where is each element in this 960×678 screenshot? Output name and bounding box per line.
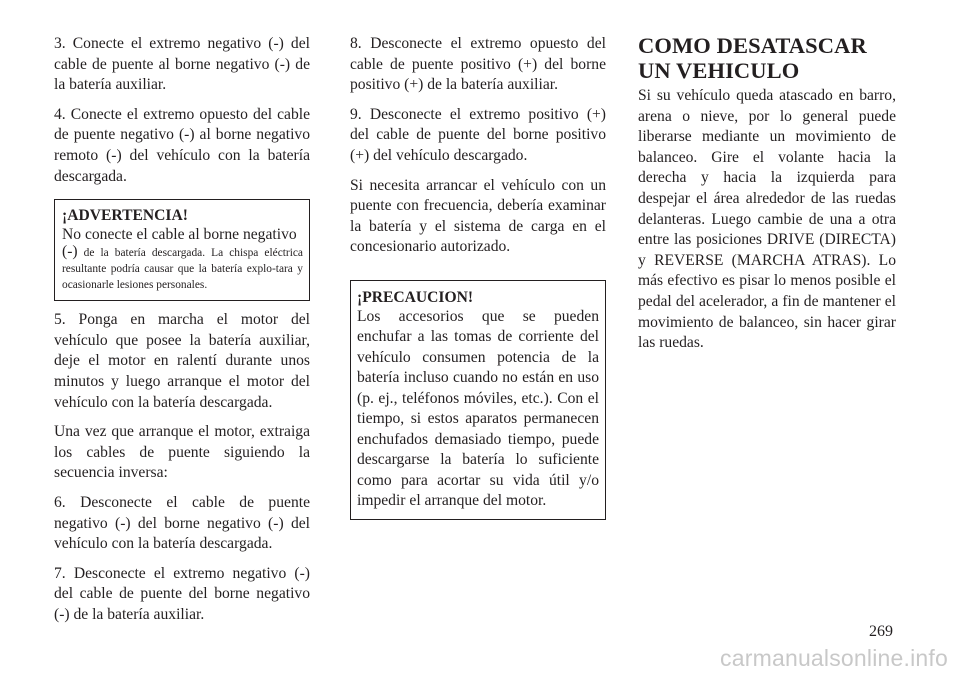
caution-title: ¡PRECAUCION! <box>357 288 474 306</box>
reverse-sequence-text: Una vez que arranque el motor, extraiga los cables de puente siguiendo la secuencia inversa: <box>54 423 310 482</box>
step-9-text: 9. Desconecte el extremo positivo (+) del cable de puente del borne positivo (+) del vehículo descargado. <box>350 105 606 164</box>
section-heading: COMO DESATASCAR UN VEHICULO <box>638 33 867 83</box>
column-middle <box>350 34 606 529</box>
column-right <box>638 34 896 363</box>
frequent-jump-text: Si necesita arrancar el vehículo con un puente con frecuencia, debería examinar la batería y el sistema de carga en el concesionario autorizado. <box>350 176 606 256</box>
section-body-text: Si su vehículo queda atascado en barro, arena o nieve, por lo general puede liberarse mediante un movimiento de balanceo. Gire el volante hacia la derecha y hacia la izquierda para despejar el área alrededor de las ruedas delanteras. Luego cambie de una a otra entre las posiciones DRIVE (DIRECTA) y REVERSE (MARCHA ATRAS). Lo más efectivo es pisar lo menos posible el pedal del acelerador, a fin de mantener el movimiento de balanceo, sin hacer girar las ruedas. <box>638 87 896 352</box>
watermark-text: carmanualsonline.info <box>720 645 948 671</box>
warning-title: ¡ADVERTENCIA! <box>62 207 188 225</box>
step-3-text: 3. Conecte el extremo negativo (-) del cable de puente al borne negativo (-) de la batería auxiliar. <box>54 35 310 94</box>
step-5-text: 5. Ponga en marcha el motor del vehículo que posee la batería auxiliar, deje el motor en ralentí durante unos minutos y luego arranque el motor del vehículo con la batería descargada. <box>54 311 310 411</box>
warning-lead-text: No conecte el cable al borne negativo <box>62 226 297 244</box>
warning-body-text <box>62 244 303 293</box>
page-number: 269 <box>869 623 893 640</box>
step-8-text: 8. Desconecte el extremo opuesto del cable de puente positivo (+) del borne positivo (+) de la batería auxiliar. <box>350 35 606 94</box>
step-7-text: 7. Desconecte el extremo negativo (-) del cable de puente del borne negativo (-) de la batería auxiliar. <box>54 564 310 623</box>
caution-box <box>350 280 606 520</box>
warning-rest-text: de la batería descargada. La chispa eléctrica resultante podría causar que la batería explo-tara y ocasionarle lesiones personales. <box>62 247 303 292</box>
step-6-text: 6. Desconecte el cable de puente negativo (-) del borne negativo (-) del vehículo con la batería descargada. <box>54 493 310 553</box>
step-4-text: 4. Conecte el extremo opuesto del cable de puente negativo (-) al borne negativo remoto (-) del vehículo con la batería descargada. <box>54 105 310 185</box>
warning-box <box>54 199 310 301</box>
caution-body-text: Los accesorios que se pueden enchufar a las tomas de corriente del vehículo consumen potencia de la batería incluso cuando no están en uso (p. ej., teléfonos móviles, etc.). Con el tiempo, si estos aparatos permanecen enchufados demasiado tiempo, puede descargarse la batería lo suficiente como para acortar su vida útil y/o impedir el arranque del motor. <box>357 307 599 510</box>
warning-minus-symbol: (-) <box>62 243 78 261</box>
column-left <box>54 34 310 634</box>
